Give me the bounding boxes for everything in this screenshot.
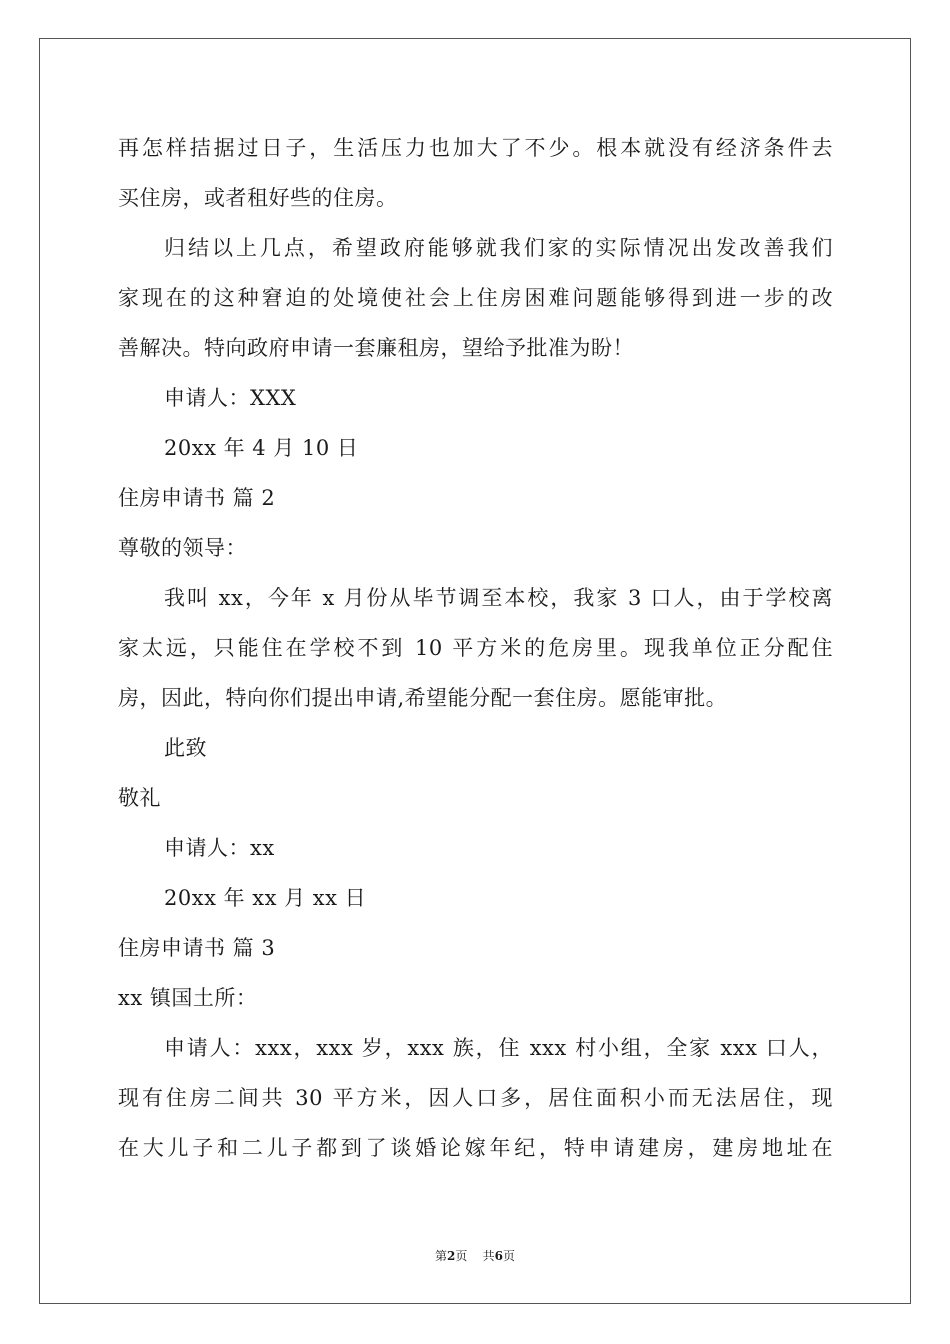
paragraph-line: 我叫 xx，今年 x 月份从毕节调至本校，我家 3 口人，由于学校离 (164, 586, 833, 610)
footer-suffix: 页 (502, 1249, 515, 1263)
paragraph-line: 家太远，只能住在学校不到 10 平方米的危房里。现我单位正分配住 (118, 636, 833, 660)
current-page-number: 2 (447, 1249, 456, 1263)
footer-prefix: 第 (434, 1249, 447, 1263)
section-heading: 住房申请书 篇 2 (118, 486, 276, 510)
total-pages-number: 6 (494, 1249, 503, 1263)
paragraph-line: 再怎样拮据过日子，生活压力也加大了不少。根本就没有经济条件去 (118, 136, 833, 160)
date-line: 20xx 年 xx 月 xx 日 (164, 886, 367, 910)
paragraph-line: 家现在的这种窘迫的处境使社会上住房困难问题能够得到进一步的改 (118, 286, 833, 310)
paragraph-line: 申请人：xxx，xxx 岁，xxx 族，住 xxx 村小组，全家 xxx 口人， (164, 1036, 833, 1060)
date-line: 20xx 年 4 月 10 日 (164, 436, 359, 460)
section-heading: 住房申请书 篇 3 (118, 936, 276, 960)
paragraph-line: 在大儿子和二儿子都到了谈婚论嫁年纪，特申请建房，建房地址在 (118, 1136, 833, 1160)
closing-line: 此致 (164, 736, 207, 760)
footer-middle: 页 共 (455, 1249, 495, 1263)
page-border (39, 38, 911, 1304)
signature-line: 申请人：xx (164, 836, 275, 860)
salutation: xx 镇国土所： (118, 986, 258, 1010)
signature-line: 申请人：XXX (164, 386, 297, 410)
page-footer (0, 1247, 950, 1265)
paragraph-line: 归结以上几点，希望政府能够就我们家的实际情况出发改善我们 (164, 236, 833, 260)
paragraph-line: 买住房，或者租好些的住房。 (118, 186, 398, 210)
paragraph-line: 房，因此，特向你们提出申请,希望能分配一套住房。愿能审批。 (118, 686, 728, 710)
paragraph-line: 善解决。特向政府申请一套廉租房，望给予批准为盼！ (118, 336, 634, 360)
closing-line: 敬礼 (118, 786, 161, 810)
salutation: 尊敬的领导： (118, 536, 247, 560)
paragraph-line: 现有住房二间共 30 平方米，因人口多，居住面积小而无法居住，现 (118, 1086, 833, 1110)
